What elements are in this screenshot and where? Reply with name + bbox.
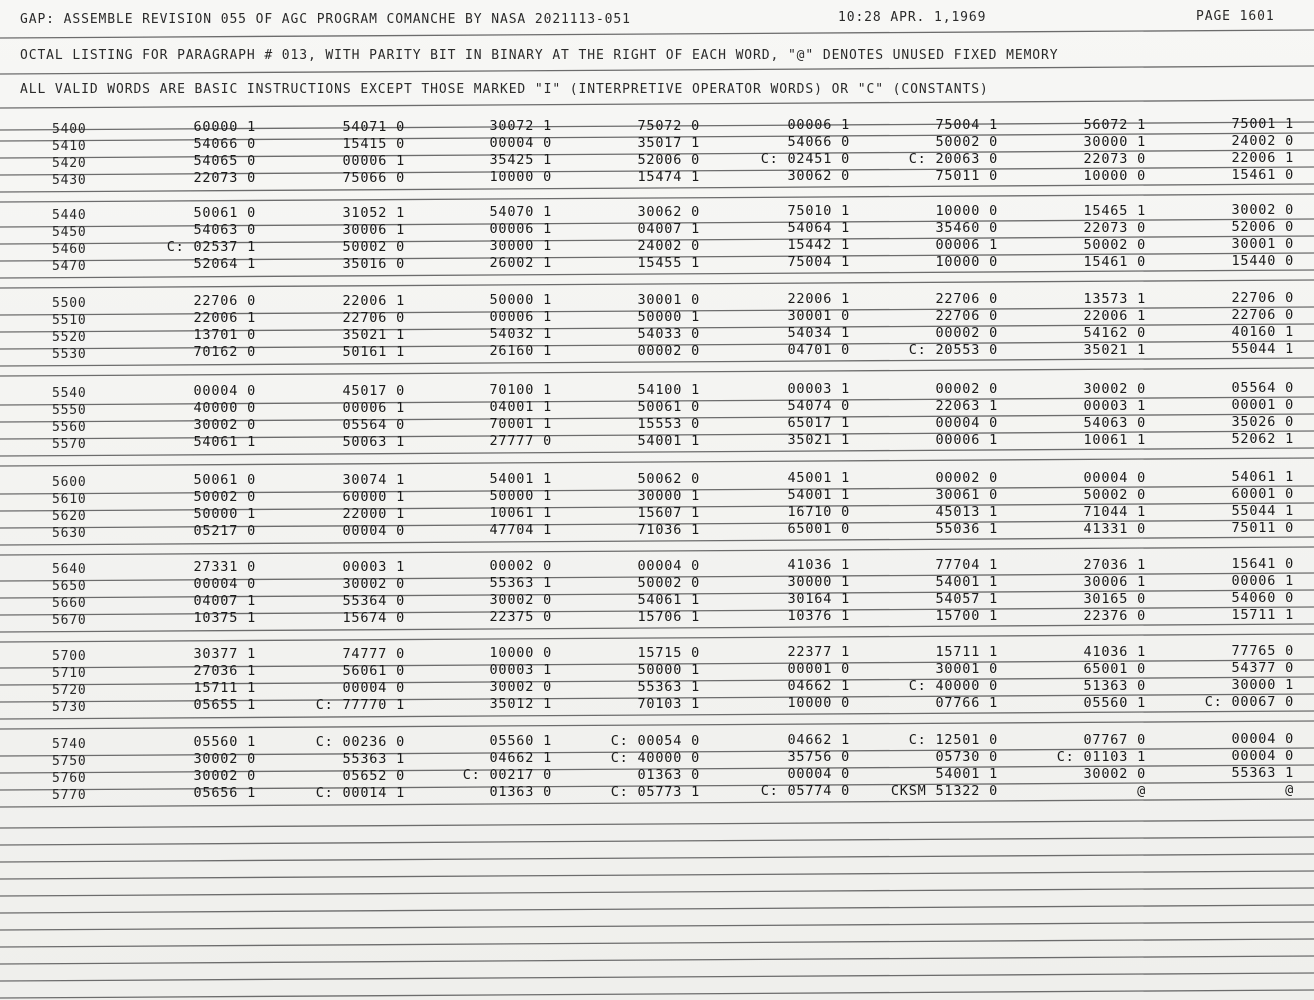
octal-word: 05560 1 bbox=[1083, 694, 1146, 711]
octal-word: 71044 1 bbox=[1083, 503, 1146, 520]
octal-word: 15607 1 bbox=[637, 504, 700, 521]
octal-word: 22706 0 bbox=[935, 308, 998, 324]
octal-word: 52064 1 bbox=[193, 256, 256, 272]
octal-word: 00004 0 bbox=[489, 135, 552, 152]
octal-word: 75066 0 bbox=[342, 169, 405, 186]
octal-word: 54001 1 bbox=[935, 766, 998, 782]
octal-word: 50061 0 bbox=[637, 398, 700, 415]
octal-word: 15442 1 bbox=[787, 237, 850, 254]
octal-word: 00003 1 bbox=[342, 558, 405, 575]
octal-word: 54063 0 bbox=[193, 222, 256, 238]
octal-word: 30001 0 bbox=[935, 661, 998, 677]
constant-word: C: 02451 0 bbox=[760, 151, 850, 168]
octal-word: 50061 0 bbox=[193, 205, 256, 221]
octal-word: 22006 1 bbox=[193, 310, 256, 326]
octal-word: 00006 1 bbox=[935, 237, 998, 253]
octal-word: 54162 0 bbox=[1083, 324, 1146, 341]
octal-word: 30062 0 bbox=[637, 203, 700, 220]
octal-word: 00004 0 bbox=[193, 576, 256, 592]
octal-word: 00002 0 bbox=[935, 470, 998, 486]
constant-word: C: 05774 0 bbox=[760, 783, 850, 800]
octal-word: 15415 0 bbox=[342, 135, 405, 152]
octal-word: 30062 0 bbox=[787, 168, 850, 185]
octal-word: 75011 0 bbox=[935, 168, 998, 184]
octal-word: 47704 1 bbox=[489, 522, 552, 539]
octal-word: 04007 1 bbox=[637, 220, 700, 237]
octal-word: 40000 0 bbox=[193, 400, 256, 416]
constant-word: C: 00236 0 bbox=[315, 733, 405, 750]
octal-word: 30000 1 bbox=[1083, 133, 1146, 150]
octal-word: 00003 1 bbox=[787, 381, 850, 398]
octal-word: 15455 1 bbox=[637, 254, 700, 271]
octal-word: 54071 0 bbox=[342, 118, 405, 135]
octal-word: 00004 0 bbox=[342, 522, 405, 539]
octal-word: 35460 0 bbox=[935, 220, 998, 236]
octal-word: 75004 1 bbox=[787, 254, 850, 271]
octal-word: 00004 0 bbox=[637, 557, 700, 574]
octal-word: 22706 0 bbox=[342, 309, 405, 326]
row-address: 5720 bbox=[52, 683, 87, 698]
octal-word: 22000 1 bbox=[342, 505, 405, 522]
octal-word: 05564 0 bbox=[342, 416, 405, 433]
row-address: 5710 bbox=[52, 666, 87, 681]
octal-word: 30000 1 bbox=[637, 487, 700, 504]
octal-word: 15465 1 bbox=[1083, 202, 1146, 219]
octal-word: 07767 0 bbox=[1083, 731, 1146, 748]
octal-word: 00002 0 bbox=[489, 558, 552, 575]
octal-word: 52006 0 bbox=[1231, 219, 1294, 236]
octal-word: 54070 1 bbox=[489, 204, 552, 221]
octal-word: 10000 0 bbox=[935, 203, 998, 219]
octal-word: 70103 1 bbox=[637, 695, 700, 712]
octal-word: 30001 0 bbox=[637, 291, 700, 308]
row-address: 5440 bbox=[52, 208, 87, 223]
octal-word: 30001 0 bbox=[1231, 236, 1294, 253]
octal-word: 15700 1 bbox=[935, 608, 998, 624]
octal-word: 15711 1 bbox=[935, 644, 998, 660]
octal-word: 50002 0 bbox=[637, 574, 700, 591]
octal-word: 41331 0 bbox=[1083, 520, 1146, 537]
octal-word: 35026 0 bbox=[1231, 414, 1294, 431]
octal-word: 15715 0 bbox=[637, 644, 700, 661]
octal-word: 15674 0 bbox=[342, 609, 405, 626]
octal-word: 24002 0 bbox=[1231, 133, 1294, 150]
octal-word: 35021 1 bbox=[1083, 341, 1146, 358]
octal-word: 50002 0 bbox=[193, 489, 256, 505]
octal-word: 50002 0 bbox=[935, 134, 998, 150]
octal-word: 45013 1 bbox=[935, 504, 998, 520]
octal-word: 50002 0 bbox=[1083, 486, 1146, 503]
constant-word: C: 12501 0 bbox=[908, 732, 998, 748]
octal-word: 00006 1 bbox=[489, 309, 552, 326]
octal-word: 00006 1 bbox=[489, 221, 552, 238]
octal-word: 30074 1 bbox=[342, 471, 405, 488]
octal-word: 00001 0 bbox=[787, 661, 850, 678]
row-address: 5460 bbox=[52, 242, 87, 257]
octal-word: 10375 1 bbox=[193, 610, 256, 626]
octal-word: 50161 1 bbox=[342, 343, 405, 360]
octal-word: 05564 0 bbox=[1231, 380, 1294, 397]
octal-word: 35017 1 bbox=[637, 134, 700, 151]
octal-word: 30002 0 bbox=[193, 417, 256, 433]
octal-word: 04662 1 bbox=[787, 732, 850, 749]
octal-word: 30002 0 bbox=[193, 751, 256, 767]
octal-word: 13701 0 bbox=[193, 327, 256, 343]
octal-word: 54065 0 bbox=[193, 153, 256, 169]
octal-word: 30164 1 bbox=[787, 591, 850, 608]
octal-word: 70001 1 bbox=[489, 416, 552, 433]
octal-word: 30002 0 bbox=[342, 575, 405, 592]
octal-word: 22706 0 bbox=[935, 291, 998, 307]
octal-word: 55363 1 bbox=[342, 750, 405, 767]
constant-word: C: 40000 0 bbox=[908, 678, 998, 694]
octal-word: 15641 0 bbox=[1231, 556, 1294, 573]
octal-word: 54001 1 bbox=[787, 487, 850, 504]
row-address: 5730 bbox=[52, 700, 87, 715]
octal-word: 00006 1 bbox=[342, 399, 405, 416]
octal-word: 70162 0 bbox=[193, 344, 256, 360]
octal-word: 00002 0 bbox=[637, 342, 700, 359]
row-address: 5620 bbox=[52, 509, 87, 524]
octal-word: 05560 1 bbox=[193, 734, 256, 750]
octal-word: 22006 1 bbox=[787, 291, 850, 308]
row-address: 5520 bbox=[52, 330, 87, 345]
octal-word: 22706 0 bbox=[1231, 307, 1294, 324]
octal-word: 54377 0 bbox=[1231, 660, 1294, 677]
octal-word: 35012 1 bbox=[489, 696, 552, 713]
octal-word: 50000 1 bbox=[489, 488, 552, 505]
octal-word: 50002 0 bbox=[342, 238, 405, 255]
row-address: 5510 bbox=[52, 313, 87, 328]
octal-word: 26002 1 bbox=[489, 255, 552, 272]
octal-word: 54001 1 bbox=[935, 574, 998, 590]
octal-word: 22006 1 bbox=[1083, 307, 1146, 324]
octal-word: 27036 1 bbox=[1083, 556, 1146, 573]
octal-word: 75004 1 bbox=[935, 117, 998, 133]
constant-word: C: 77770 1 bbox=[315, 696, 405, 713]
octal-word: 45001 1 bbox=[787, 470, 850, 487]
row-address: 5550 bbox=[52, 403, 87, 418]
octal-word: 55363 1 bbox=[637, 678, 700, 695]
octal-word: 56072 1 bbox=[1083, 116, 1146, 133]
octal-word: 52006 0 bbox=[637, 151, 700, 168]
octal-word: 10061 1 bbox=[489, 505, 552, 522]
octal-word: 55044 1 bbox=[1231, 341, 1294, 358]
row-address: 5470 bbox=[52, 259, 87, 274]
octal-word: 30002 0 bbox=[1083, 380, 1146, 397]
octal-word: 50000 1 bbox=[193, 506, 256, 522]
row-address: 5530 bbox=[52, 347, 87, 362]
octal-word: 30002 0 bbox=[1231, 202, 1294, 219]
octal-word: 22006 1 bbox=[1231, 150, 1294, 167]
octal-word: 35021 1 bbox=[787, 432, 850, 449]
row-address: 5570 bbox=[52, 437, 87, 452]
octal-word: 30061 0 bbox=[935, 487, 998, 503]
row-address: 5750 bbox=[52, 754, 87, 769]
octal-word: 16710 0 bbox=[787, 504, 850, 521]
octal-word: 15440 0 bbox=[1231, 253, 1294, 270]
octal-word: 00006 1 bbox=[935, 432, 998, 448]
constant-word: C: 00054 0 bbox=[610, 732, 700, 749]
row-address: 5770 bbox=[52, 788, 87, 803]
octal-word: 54074 0 bbox=[787, 398, 850, 415]
constant-word: C: 00014 1 bbox=[315, 784, 405, 801]
constant-word: C: 02537 1 bbox=[166, 239, 256, 255]
listing-subtitle: OCTAL LISTING FOR PARAGRAPH # 013, WITH PARITY BIT IN BINARY AT THE RIGHT OF EACH WORD, "@" DENOTES UNUSED FIXED MEMORY bbox=[20, 48, 1059, 63]
row-address: 5400 bbox=[52, 122, 87, 137]
octal-word: 65017 1 bbox=[787, 415, 850, 432]
octal-word: 30002 0 bbox=[1083, 765, 1146, 782]
listing-timestamp: 10:28 APR. 1,1969 bbox=[838, 10, 987, 25]
page-number: PAGE 1601 bbox=[1196, 9, 1275, 24]
octal-word: 10061 1 bbox=[1083, 431, 1146, 448]
row-address: 5670 bbox=[52, 613, 87, 628]
octal-word: 15461 0 bbox=[1083, 253, 1146, 270]
octal-word: 15474 1 bbox=[637, 168, 700, 185]
octal-word: 54061 1 bbox=[193, 434, 256, 450]
octal-word: 40160 1 bbox=[1231, 324, 1294, 341]
octal-word: 60000 1 bbox=[193, 119, 256, 135]
octal-word: 30165 0 bbox=[1083, 590, 1146, 607]
octal-word: 35021 1 bbox=[342, 326, 405, 343]
octal-word: 04662 1 bbox=[489, 750, 552, 767]
row-address: 5560 bbox=[52, 420, 87, 435]
row-address: 5540 bbox=[52, 386, 87, 401]
row-address: 5500 bbox=[52, 296, 87, 311]
constant-word: C: 40000 0 bbox=[610, 749, 700, 766]
octal-word: 01363 0 bbox=[637, 766, 700, 783]
octal-word: 65001 0 bbox=[1083, 660, 1146, 677]
constant-word: C: 05773 1 bbox=[610, 783, 700, 800]
octal-word: 15461 0 bbox=[1231, 167, 1294, 184]
octal-word: 00006 1 bbox=[342, 152, 405, 169]
octal-word: 35016 0 bbox=[342, 255, 405, 272]
octal-word: 10000 0 bbox=[1083, 167, 1146, 184]
constant-word: C: 00067 0 bbox=[1204, 694, 1294, 711]
octal-word: 15711 1 bbox=[193, 680, 256, 696]
octal-word: 01363 0 bbox=[489, 784, 552, 801]
octal-word: 00004 0 bbox=[1083, 469, 1146, 486]
octal-word: 55036 1 bbox=[935, 521, 998, 537]
octal-word: 45017 0 bbox=[342, 382, 405, 399]
octal-word: 00004 0 bbox=[193, 383, 256, 399]
octal-word: 30001 0 bbox=[787, 308, 850, 325]
octal-word: 00004 0 bbox=[935, 415, 998, 431]
octal-word: 22376 0 bbox=[1083, 607, 1146, 624]
octal-word: 54066 0 bbox=[787, 134, 850, 151]
octal-word: 00004 0 bbox=[787, 766, 850, 783]
octal-word: 30002 0 bbox=[193, 768, 256, 784]
octal-word: 54033 0 bbox=[637, 325, 700, 342]
octal-word: 05560 1 bbox=[489, 733, 552, 750]
octal-word: 22706 0 bbox=[1231, 290, 1294, 307]
octal-word: 30000 1 bbox=[787, 574, 850, 591]
listing-title: GAP: ASSEMBLE REVISION 055 OF AGC PROGRAM COMANCHE BY NASA 2021113-051 bbox=[20, 12, 631, 27]
unused-word-marker: @ bbox=[1285, 782, 1294, 799]
octal-word: 15706 1 bbox=[637, 608, 700, 625]
octal-word: 30002 0 bbox=[489, 592, 552, 609]
octal-word: 54057 1 bbox=[935, 591, 998, 607]
octal-word: 15553 0 bbox=[637, 415, 700, 432]
row-address: 5660 bbox=[52, 596, 87, 611]
octal-word: 10000 0 bbox=[489, 645, 552, 662]
octal-word: 05652 0 bbox=[342, 767, 405, 784]
row-address: 5430 bbox=[52, 173, 87, 188]
octal-word: 55364 0 bbox=[342, 592, 405, 609]
octal-word: 60000 1 bbox=[342, 488, 405, 505]
octal-word: 41036 1 bbox=[1083, 643, 1146, 660]
octal-word: 30000 1 bbox=[1231, 677, 1294, 694]
listing-legend: ALL VALID WORDS ARE BASIC INSTRUCTIONS EXCEPT THOSE MARKED "I" (INTERPRETIVE OPERATOR WORDS) OR "C" (CONSTANTS) bbox=[20, 82, 989, 97]
octal-word: 00006 1 bbox=[787, 117, 850, 134]
octal-word: 27331 0 bbox=[193, 559, 256, 575]
row-address: 5630 bbox=[52, 526, 87, 541]
octal-word: 55363 1 bbox=[1231, 765, 1294, 782]
octal-word: 54064 1 bbox=[787, 220, 850, 237]
constant-word: C: 20063 0 bbox=[908, 151, 998, 167]
octal-word: 22073 0 bbox=[1083, 219, 1146, 236]
octal-word: 22375 0 bbox=[489, 609, 552, 626]
octal-word: 00002 0 bbox=[935, 381, 998, 397]
row-address: 5650 bbox=[52, 579, 87, 594]
octal-word: 71036 1 bbox=[637, 521, 700, 538]
octal-word: 54061 1 bbox=[637, 591, 700, 608]
octal-word: 35756 0 bbox=[787, 749, 850, 766]
octal-word: 74777 0 bbox=[342, 645, 405, 662]
row-address: 5450 bbox=[52, 225, 87, 240]
octal-word: 54001 1 bbox=[637, 432, 700, 449]
octal-word: 24002 0 bbox=[637, 237, 700, 254]
octal-word: 22073 0 bbox=[193, 170, 256, 186]
octal-word: 50061 0 bbox=[193, 472, 256, 488]
octal-word: 10000 0 bbox=[489, 169, 552, 186]
octal-word: 22073 0 bbox=[1083, 150, 1146, 167]
octal-word: 35425 1 bbox=[489, 152, 552, 169]
octal-word: 26160 1 bbox=[489, 343, 552, 360]
octal-word: 55363 1 bbox=[489, 575, 552, 592]
octal-word: 54032 1 bbox=[489, 326, 552, 343]
octal-word: 30377 1 bbox=[193, 646, 256, 662]
octal-word: 04701 0 bbox=[787, 342, 850, 359]
constant-word: C: 01103 1 bbox=[1056, 748, 1146, 765]
octal-word: 30000 1 bbox=[489, 238, 552, 255]
octal-word: 54066 0 bbox=[193, 136, 256, 152]
octal-word: 31052 1 bbox=[342, 204, 405, 221]
octal-word: 41036 1 bbox=[787, 557, 850, 574]
octal-word: 04662 1 bbox=[787, 678, 850, 695]
unused-word-marker: @ bbox=[1137, 782, 1146, 799]
octal-word: 75010 1 bbox=[787, 203, 850, 220]
octal-word: 05656 1 bbox=[193, 785, 256, 801]
octal-word: 30006 1 bbox=[342, 221, 405, 238]
row-address: 5640 bbox=[52, 562, 87, 577]
octal-word: 77765 0 bbox=[1231, 643, 1294, 660]
constant-word: C: 20553 0 bbox=[908, 342, 998, 358]
constant-word: C: 00217 0 bbox=[462, 767, 552, 784]
octal-word: 05217 0 bbox=[193, 523, 256, 539]
octal-word: 13573 1 bbox=[1083, 290, 1146, 307]
octal-word: 00004 0 bbox=[1231, 748, 1294, 765]
octal-word: 54001 1 bbox=[489, 471, 552, 488]
octal-word: 22377 1 bbox=[787, 644, 850, 661]
octal-word: 60001 0 bbox=[1231, 486, 1294, 503]
octal-word: 27777 0 bbox=[489, 433, 552, 450]
octal-word: 56061 0 bbox=[342, 662, 405, 679]
octal-word: 50002 0 bbox=[1083, 236, 1146, 253]
octal-word: 04001 1 bbox=[489, 399, 552, 416]
octal-word: 52062 1 bbox=[1231, 431, 1294, 448]
octal-word: 30072 1 bbox=[489, 118, 552, 135]
row-address: 5760 bbox=[52, 771, 87, 786]
octal-word: 15711 1 bbox=[1231, 607, 1294, 624]
octal-word: 65001 0 bbox=[787, 521, 850, 538]
octal-word: 10376 1 bbox=[787, 608, 850, 625]
octal-word: 07766 1 bbox=[935, 695, 998, 711]
octal-word: 54100 1 bbox=[637, 381, 700, 398]
octal-word: 05655 1 bbox=[193, 697, 256, 713]
octal-word: 75001 1 bbox=[1231, 116, 1294, 133]
checksum-word: CKSM 51322 0 bbox=[890, 783, 998, 799]
octal-word: 00006 1 bbox=[1231, 573, 1294, 590]
octal-word: 22006 1 bbox=[342, 292, 405, 309]
row-address: 5420 bbox=[52, 156, 87, 171]
octal-word: 55044 1 bbox=[1231, 503, 1294, 520]
octal-word: 22063 1 bbox=[935, 398, 998, 414]
row-address: 5410 bbox=[52, 139, 87, 154]
octal-word: 00004 0 bbox=[1231, 731, 1294, 748]
octal-word: 51363 0 bbox=[1083, 677, 1146, 694]
octal-word: 75011 0 bbox=[1231, 520, 1294, 537]
octal-word: 54063 0 bbox=[1083, 414, 1146, 431]
octal-word: 30002 0 bbox=[489, 679, 552, 696]
octal-word: 00004 0 bbox=[342, 679, 405, 696]
octal-word: 27036 1 bbox=[193, 663, 256, 679]
octal-word: 75072 0 bbox=[637, 117, 700, 134]
row-address: 5700 bbox=[52, 649, 87, 664]
octal-word: 00003 1 bbox=[1083, 397, 1146, 414]
octal-word: 04007 1 bbox=[193, 593, 256, 609]
octal-word: 22706 0 bbox=[193, 293, 256, 309]
octal-word: 10000 0 bbox=[787, 695, 850, 712]
octal-word: 54061 1 bbox=[1231, 469, 1294, 486]
row-address: 5740 bbox=[52, 737, 87, 752]
octal-word: 50063 1 bbox=[342, 433, 405, 450]
octal-word: 77704 1 bbox=[935, 557, 998, 573]
row-address: 5610 bbox=[52, 492, 87, 507]
octal-word: 30006 1 bbox=[1083, 573, 1146, 590]
octal-word: 00002 0 bbox=[935, 325, 998, 341]
octal-word: 00003 1 bbox=[489, 662, 552, 679]
octal-word: 50000 1 bbox=[637, 661, 700, 678]
row-address: 5600 bbox=[52, 475, 87, 490]
octal-word: 54060 0 bbox=[1231, 590, 1294, 607]
octal-word: 50062 0 bbox=[637, 470, 700, 487]
octal-word: 10000 0 bbox=[935, 254, 998, 270]
octal-word: 70100 1 bbox=[489, 382, 552, 399]
octal-word: 50000 1 bbox=[637, 308, 700, 325]
octal-word: 00001 0 bbox=[1231, 397, 1294, 414]
octal-word: 50000 1 bbox=[489, 292, 552, 309]
octal-word: 05730 0 bbox=[935, 749, 998, 765]
octal-word: 54034 1 bbox=[787, 325, 850, 342]
